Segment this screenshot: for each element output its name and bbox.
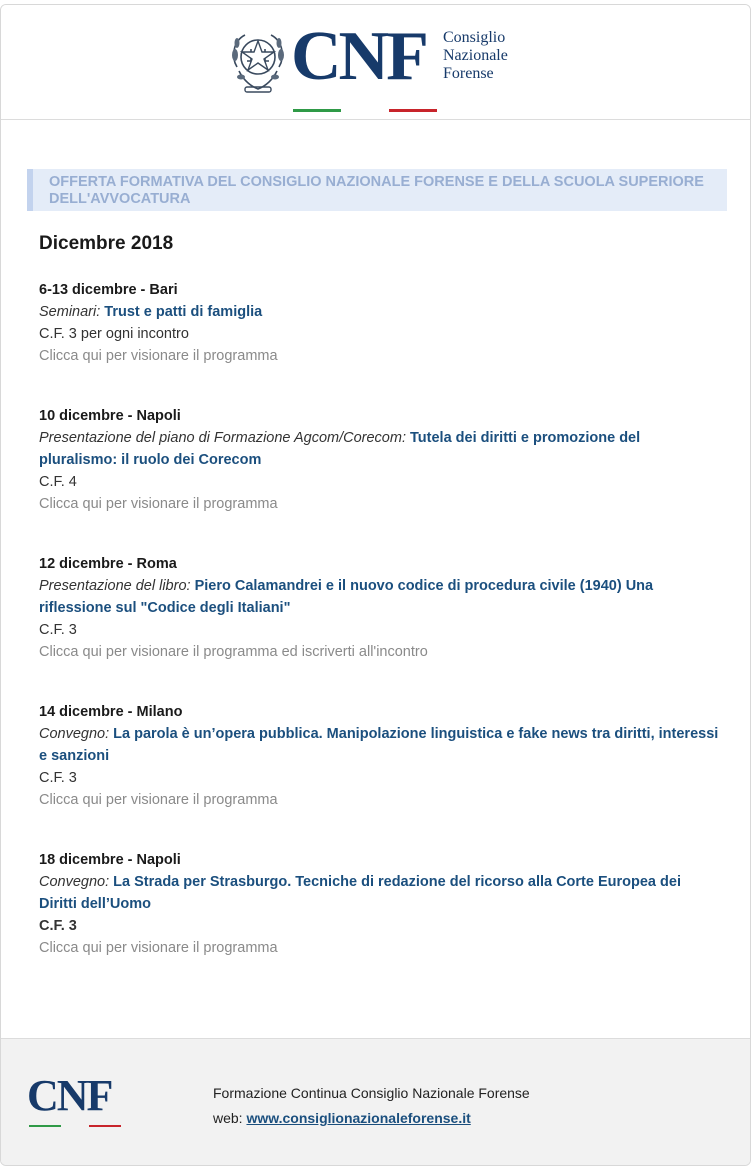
event-credits: C.F. 3 per ogni incontro [39, 326, 189, 342]
footer-logo-green-stripe [29, 1125, 61, 1127]
program-link[interactable]: Clicca qui per visionare il programma [39, 348, 278, 364]
program-link[interactable]: Clicca qui per visionare il programma ed iscriverti all'incontro [39, 644, 428, 660]
event-title[interactable]: La parola è un’opera pubblica. Manipolazione linguistica e fake news tra diritti, interessi e sanzioni [39, 726, 719, 764]
event-kind: Seminari: [39, 304, 101, 320]
footer-web-line [213, 1106, 530, 1131]
event-date: 18 dicembre - Napoli [39, 852, 181, 868]
logo-green-stripe [293, 109, 341, 112]
header [1, 5, 750, 120]
event-kind: Presentazione del piano di Formazione Agcom/Corecom: [39, 430, 406, 446]
event-credits: C.F. 3 [39, 622, 77, 638]
footer-web-label: web: [213, 1110, 243, 1126]
event-kind: Presentazione del libro: [39, 578, 191, 594]
program-link[interactable]: Clicca qui per visionare il programma [39, 496, 278, 512]
event-description [39, 723, 719, 767]
footer-cnf-logo[interactable] [27, 1071, 127, 1129]
events-content [39, 231, 719, 997]
event-description [39, 575, 719, 619]
program-link[interactable]: Clicca qui per visionare il programma [39, 792, 278, 808]
logo-word: Nazionale [443, 47, 508, 64]
event-credits: C.F. 3 [39, 918, 77, 934]
event-title[interactable]: La Strada per Strasburgo. Tecniche di redazione del ricorso alla Corte Europea dei Diritti dell’Uomo [39, 874, 681, 912]
event-credits: C.F. 4 [39, 474, 77, 490]
event-item [39, 405, 719, 515]
event-item [39, 701, 719, 811]
event-item [39, 849, 719, 959]
cnf-logo[interactable] [229, 18, 529, 97]
logo-word: Consiglio [443, 29, 506, 46]
event-date: 10 dicembre - Napoli [39, 408, 181, 424]
footer-web-link[interactable]: www.consiglionazionaleforense.it [246, 1110, 471, 1126]
event-date: 6-13 dicembre - Bari [39, 282, 178, 298]
section-banner: OFFERTA FORMATIVA DEL CONSIGLIO NAZIONALE FORENSE E DELLA SCUOLA SUPERIORE DELL'AVVOCATURA [27, 169, 727, 211]
footer-org: Formazione Continua Consiglio Nazionale Forense [213, 1085, 530, 1101]
event-title[interactable]: Piero Calamandrei e il nuovo codice di procedura civile (1940) Una riflessione sul "Codice degli Italiani" [39, 578, 654, 616]
logo-red-stripe [389, 109, 437, 112]
event-kind: Convegno: [39, 874, 110, 890]
event-description [39, 427, 719, 471]
italian-emblem-icon [229, 27, 287, 95]
footer-logo-red-stripe [89, 1125, 121, 1127]
event-item [39, 553, 719, 663]
logo-words [443, 29, 508, 83]
event-kind: Convegno: [39, 726, 110, 742]
logo-word: Forense [443, 65, 494, 82]
event-description [39, 301, 719, 323]
event-title[interactable]: Tutela dei diritti e promozione del pluralismo: il ruolo dei Corecom [39, 430, 641, 468]
program-link[interactable]: Clicca qui per visionare il programma [39, 940, 278, 956]
event-title[interactable]: Trust e patti di famiglia [104, 304, 263, 320]
event-date: 12 dicembre - Roma [39, 556, 177, 572]
footer [1, 1038, 750, 1166]
event-credits: C.F. 3 [39, 770, 77, 786]
logo-letters: CNF [291, 18, 426, 95]
footer-logo-letters: CNF [27, 1071, 112, 1120]
month-heading: Dicembre 2018 [39, 233, 174, 254]
event-description [39, 871, 719, 915]
event-date: 14 dicembre - Milano [39, 704, 183, 720]
event-item [39, 279, 719, 367]
footer-info [213, 1081, 530, 1131]
email-frame [0, 4, 751, 1166]
